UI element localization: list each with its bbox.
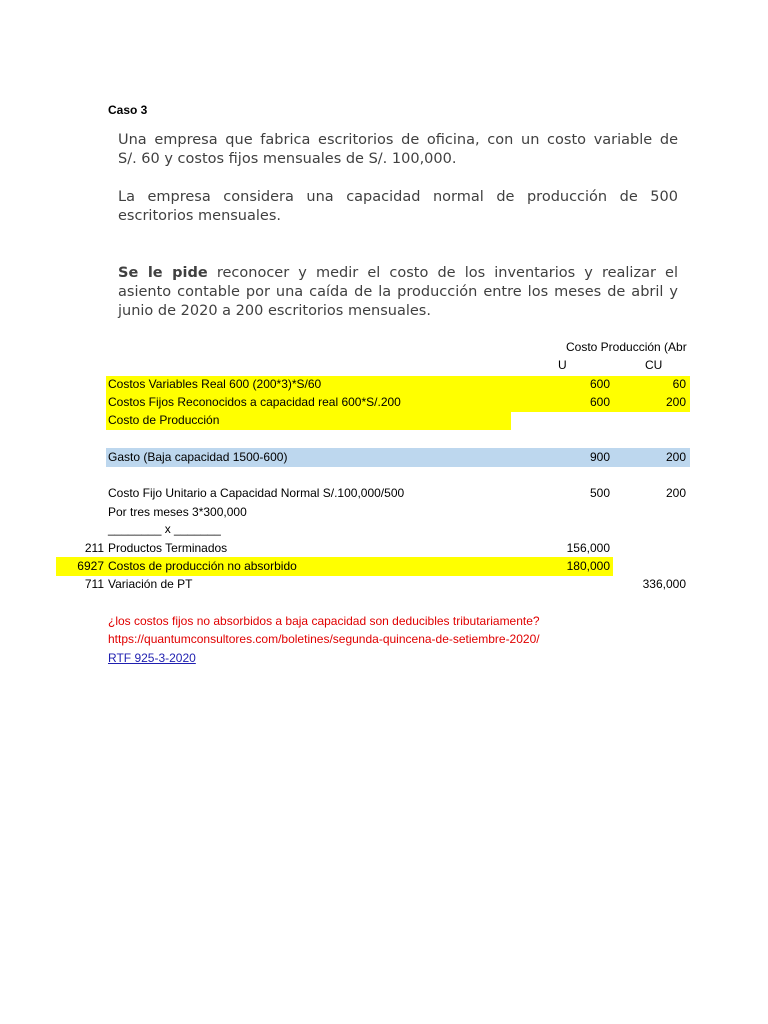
table-header-title: Costo Producción (Abr [566,340,687,354]
table-row-u: 500 [589,486,610,500]
entry-label: Costos de producción no absorbido [108,559,297,573]
statement-bold: Se le pide [118,265,208,281]
statement-paragraph-2 [118,188,678,226]
table-row-label: Gasto (Baja capacidad 1500-600) [108,450,288,464]
table-row-u: 600 [589,377,610,391]
table-row-cu: 200 [665,395,686,409]
column-header-cu: CU [645,358,663,372]
rtf-link[interactable]: RTF 925-3-2020 [108,651,196,665]
entry-debit: 156,000 [566,541,610,555]
tax-question: ¿los costos fijos no absorbidos a baja capacidad son deducibles tributariamente? [108,614,540,628]
table-row-cu: 200 [665,450,686,464]
reference-url[interactable]: https://quantumconsultores.com/boletines/segunda-quincena-de-setiembre-2020/ [108,632,540,646]
entry-credit: 336,000 [642,577,686,591]
statement-line: junio de 2020 a 200 escritorios mensuales. [118,303,431,319]
table-row-label: Costos Variables Real 600 (200*3)*S/60 [108,377,322,391]
table-row-u: 600 [589,395,610,409]
entry-account: 211 [84,541,104,555]
statement-line: S/. 60 y costos fijos mensuales de S/. 100,000. [118,151,457,167]
table-row-label: Por tres meses 3*300,000 [108,505,247,519]
table-row-label: ________ x _______ [108,522,221,536]
entry-debit: 180,000 [566,559,610,573]
table-row-label: Costos Fijos Reconocidos a capacidad real 600*S/.200 [108,395,401,409]
column-header-u: U [558,358,567,372]
statement-paragraph-3 [118,264,678,321]
statement-line: escritorios mensuales. [118,208,281,224]
statement-line [118,264,678,283]
statement-line: La empresa considera una capacidad normal de producción de 500 [118,189,678,205]
case-title: Caso 3 [108,103,148,117]
table-row-label: Costo de Producción [108,413,220,427]
statement-line: Una empresa que fabrica escritorios de oficina, con un costo variable de [118,132,678,148]
table-row-cu: 200 [665,486,686,500]
entry-label: Variación de PT [108,577,193,591]
entry-account: 6927 [77,559,104,573]
table-row-u: 900 [589,450,610,464]
table-row-label: Costo Fijo Unitario a Capacidad Normal S/.100,000/500 [108,486,405,500]
statement-line: asiento contable por una caída de la producción entre los meses de abril y [118,284,678,300]
entry-account: 711 [84,577,104,591]
statement-paragraph-1 [118,131,678,169]
table-row-cu: 60 [672,377,686,391]
entry-label: Productos Terminados [108,541,228,555]
statement-text: reconocer y medir el costo de los inventarios y realizar el [207,265,678,281]
